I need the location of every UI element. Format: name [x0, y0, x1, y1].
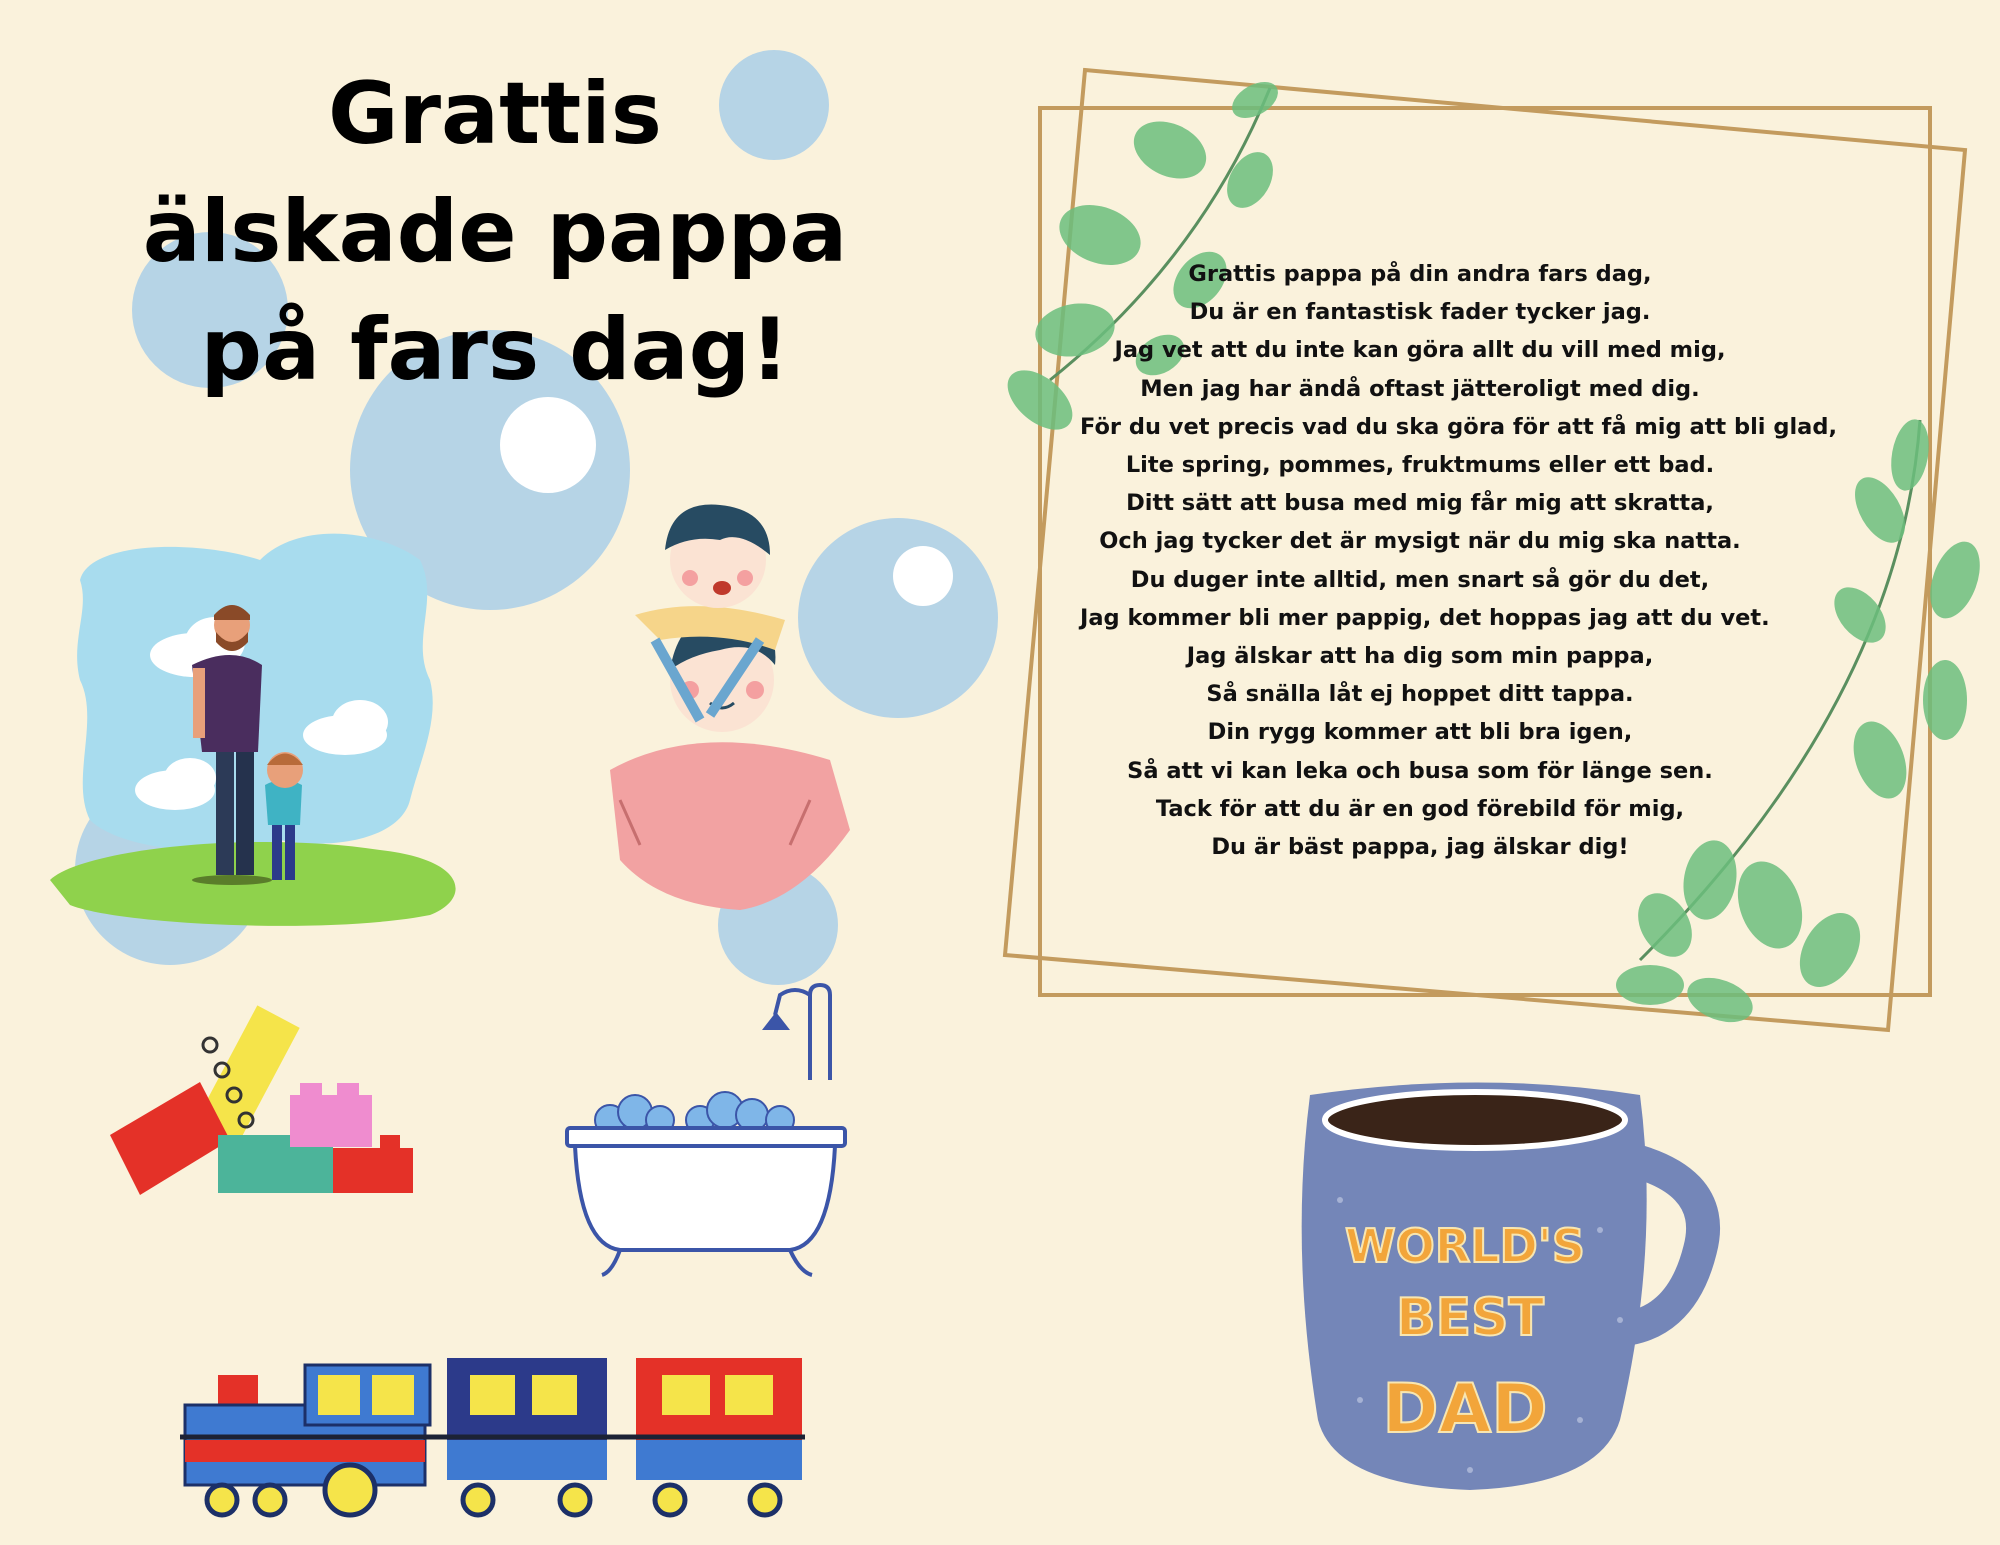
mug-text-worlds: WORLD'S: [1345, 1219, 1585, 1273]
poem-line: Du är en fantastisk fader tycker jag.: [1189, 299, 1651, 326]
mug-text-dad: DAD: [1382, 1370, 1548, 1449]
poem-line: Du duger inte alltid, men snart så gör du det,: [1130, 566, 1710, 593]
father-son-park-illustration: [50, 534, 456, 926]
title-line: på fars dag!: [200, 300, 790, 400]
poem-line: Lite spring, pommes, fruktmums eller ett bad.: [1125, 452, 1715, 479]
poem-line: Din rygg kommer att bli bra igen,: [1207, 719, 1633, 746]
title-line: älskade pappa: [142, 182, 848, 282]
page-title: [90, 55, 900, 409]
title-line: Grattis: [328, 64, 662, 164]
lego-blocks-illustration: [110, 1005, 413, 1195]
poem-line: Tack för att du är en god förebild för mig,: [1155, 795, 1685, 822]
poem-line: Men jag har ändå oftast jätteroligt med dig.: [1140, 375, 1700, 402]
poem-line: För du vet precis vad du ska göra för att få mig att bli glad,: [1080, 413, 1838, 440]
poem-line: Grattis pappa på din andra fars dag,: [1188, 261, 1652, 287]
poem-line: Och jag tycker det är mysigt när du mig ska natta.: [1099, 528, 1741, 555]
poem-line: Jag älskar att ha dig som min pappa,: [1186, 643, 1654, 670]
toy-train-illustration: [180, 1358, 805, 1515]
poem-line: Så snälla låt ej hoppet ditt tappa.: [1206, 681, 1634, 708]
poem-line: Ditt sätt att busa med mig får mig att skratta,: [1126, 490, 1714, 517]
poem-line: Jag vet att du inte kan göra allt du vill med mig,: [1114, 337, 1726, 364]
bathtub-illustration: [567, 985, 845, 1275]
mug-text-best: BEST: [1395, 1288, 1545, 1348]
poem-line: Jag kommer bli mer pappig, det hoppas jag att du vet.: [1080, 604, 1770, 631]
poem-line: Så att vi kan leka och busa som för länge sen.: [1127, 757, 1713, 784]
poem: [1080, 255, 1838, 866]
poem-line: Du är bäst pappa, jag älskar dig!: [1211, 834, 1629, 861]
